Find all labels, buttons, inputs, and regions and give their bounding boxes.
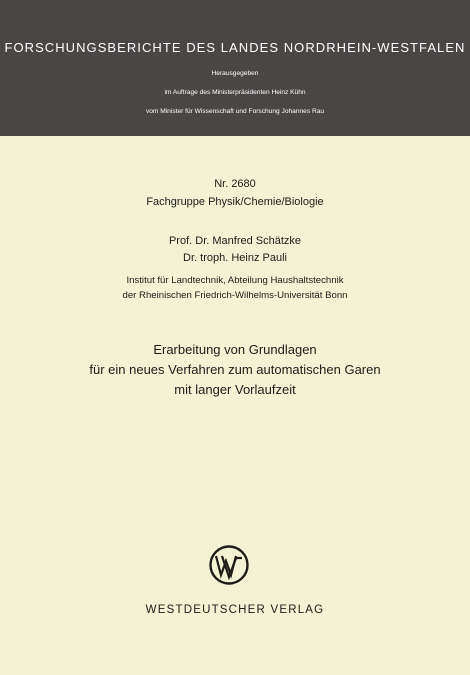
series-title: FORSCHUNGSBERICHTE DES LANDES NORDRHEIN-WESTFALEN: [4, 40, 466, 55]
title-line-2: für ein neues Verfahren zum automatischen Garen: [89, 362, 381, 377]
author-2: Dr. troph. Heinz Pauli: [183, 252, 287, 264]
minister-line: vom Minister für Wissenschaft und Forschung Johannes Rau: [145, 108, 325, 115]
title-line-3: mit langer Vorlaufzeit: [174, 382, 296, 397]
institute-line-2: der Rheinischen Friedrich-Wilhelms-Universität Bonn: [122, 290, 348, 301]
publisher-name: WESTDEUTSCHER VERLAG: [145, 604, 325, 616]
editor-label: Herausgegeben: [211, 70, 259, 77]
title-line-1: Erarbeitung von Grundlagen: [153, 342, 317, 357]
wv-monogram-icon: [208, 544, 250, 586]
subject-group: Fachgruppe Physik/Chemie/Biologie: [146, 196, 324, 208]
author-1: Prof. Dr. Manfred Schätzke: [168, 235, 302, 247]
series-header-band: [0, 0, 470, 136]
report-number: Nr. 2680: [214, 178, 256, 190]
institute-line-1: Institut für Landtechnik, Abteilung Haushaltstechnik: [126, 275, 344, 286]
commission-line: im Auftrage des Ministerpräsidenten Heinz Kühn: [164, 89, 306, 96]
